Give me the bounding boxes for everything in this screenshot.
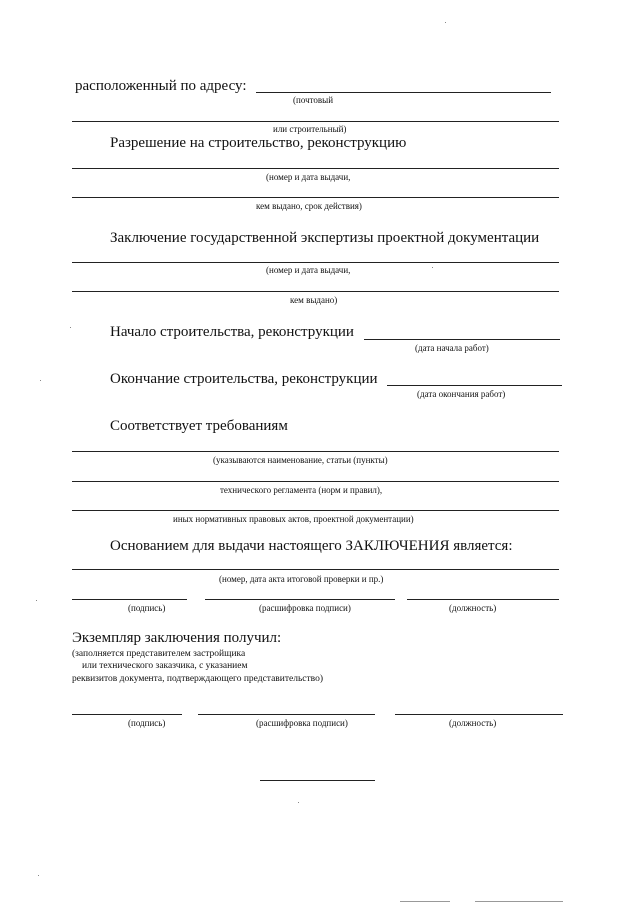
expertise-label-number-date: (номер и дата выдачи, [266, 265, 351, 275]
address-heading: расположенный по адресу: [75, 78, 247, 94]
start-date-label: (дата начала работ) [415, 343, 489, 353]
basis-label: (номер, дата акта итоговой проверки и пр.) [219, 574, 384, 584]
signature-1-position-line[interactable] [407, 599, 559, 600]
expertise-label-issuer: кем выдано) [290, 295, 338, 305]
expertise-line-1[interactable] [72, 262, 559, 263]
address-label-postal: (почтовый [293, 95, 334, 105]
scan-speck [445, 22, 446, 23]
permit-label-issuer-term: кем выдано, срок действия) [256, 201, 362, 211]
bottom-faint-line-2 [475, 901, 563, 902]
compliance-line-2[interactable] [72, 481, 559, 482]
trailing-line [260, 780, 375, 781]
end-date-line[interactable] [387, 385, 562, 386]
signature-1-position-label: (должность) [449, 603, 497, 613]
signature-1-decoding-line[interactable] [205, 599, 395, 600]
signature-2-position-line[interactable] [395, 714, 563, 715]
expertise-line-2[interactable] [72, 291, 559, 292]
compliance-label-3: иных нормативных правовых актов, проектной документации) [173, 514, 414, 524]
permit-line-1[interactable] [72, 168, 559, 169]
scan-speck [40, 380, 41, 381]
scan-speck [432, 267, 433, 268]
basis-line[interactable] [72, 569, 559, 570]
expertise-heading: Заключение государственной экспертизы проектной документации [110, 230, 540, 246]
address-line-1[interactable] [256, 92, 551, 93]
address-label-construction: или строительный) [273, 124, 347, 134]
bottom-faint-line-1 [400, 901, 450, 902]
signature-2-position-label: (должность) [449, 718, 497, 728]
recipient-note-2: или технического заказчика, с указанием [82, 661, 248, 671]
end-heading: Окончание строительства, реконструкции [110, 371, 378, 387]
permit-label-number-date: (номер и дата выдачи, [266, 172, 351, 182]
scan-speck [38, 875, 39, 876]
signature-2-decoding-line[interactable] [198, 714, 375, 715]
signature-2-line[interactable] [72, 714, 182, 715]
signature-2-decoding-label: (расшифровка подписи) [256, 718, 348, 728]
compliance-label-1: (указываются наименование, статьи (пункты) [213, 455, 388, 465]
recipient-note-1: (заполняется представителем застройщика [72, 649, 246, 659]
scan-speck [70, 327, 71, 328]
recipient-heading: Экземпляр заключения получил: [72, 630, 282, 646]
start-date-line[interactable] [364, 339, 560, 340]
basis-heading: Основанием для выдачи настоящего ЗАКЛЮЧЕНИЯ является: [110, 538, 513, 554]
permit-line-2[interactable] [72, 197, 559, 198]
signature-1-label: (подпись) [128, 603, 166, 613]
end-date-label: (дата окончания работ) [417, 389, 506, 399]
scan-speck [298, 802, 299, 803]
signature-2-label: (подпись) [128, 718, 166, 728]
signature-1-line[interactable] [72, 599, 187, 600]
compliance-label-2: технического регламента (норм и правил), [220, 485, 383, 495]
address-line-2[interactable] [72, 121, 559, 122]
permit-heading: Разрешение на строительство, реконструкцию [110, 135, 407, 151]
start-heading: Начало строительства, реконструкции [110, 324, 354, 340]
recipient-note-3: реквизитов документа, подтверждающего представительство) [72, 674, 324, 684]
compliance-line-3[interactable] [72, 510, 559, 511]
scan-speck [36, 600, 37, 601]
compliance-line-1[interactable] [72, 451, 559, 452]
signature-1-decoding-label: (расшифровка подписи) [259, 603, 351, 613]
compliance-heading: Соответствует требованиям [110, 418, 288, 434]
